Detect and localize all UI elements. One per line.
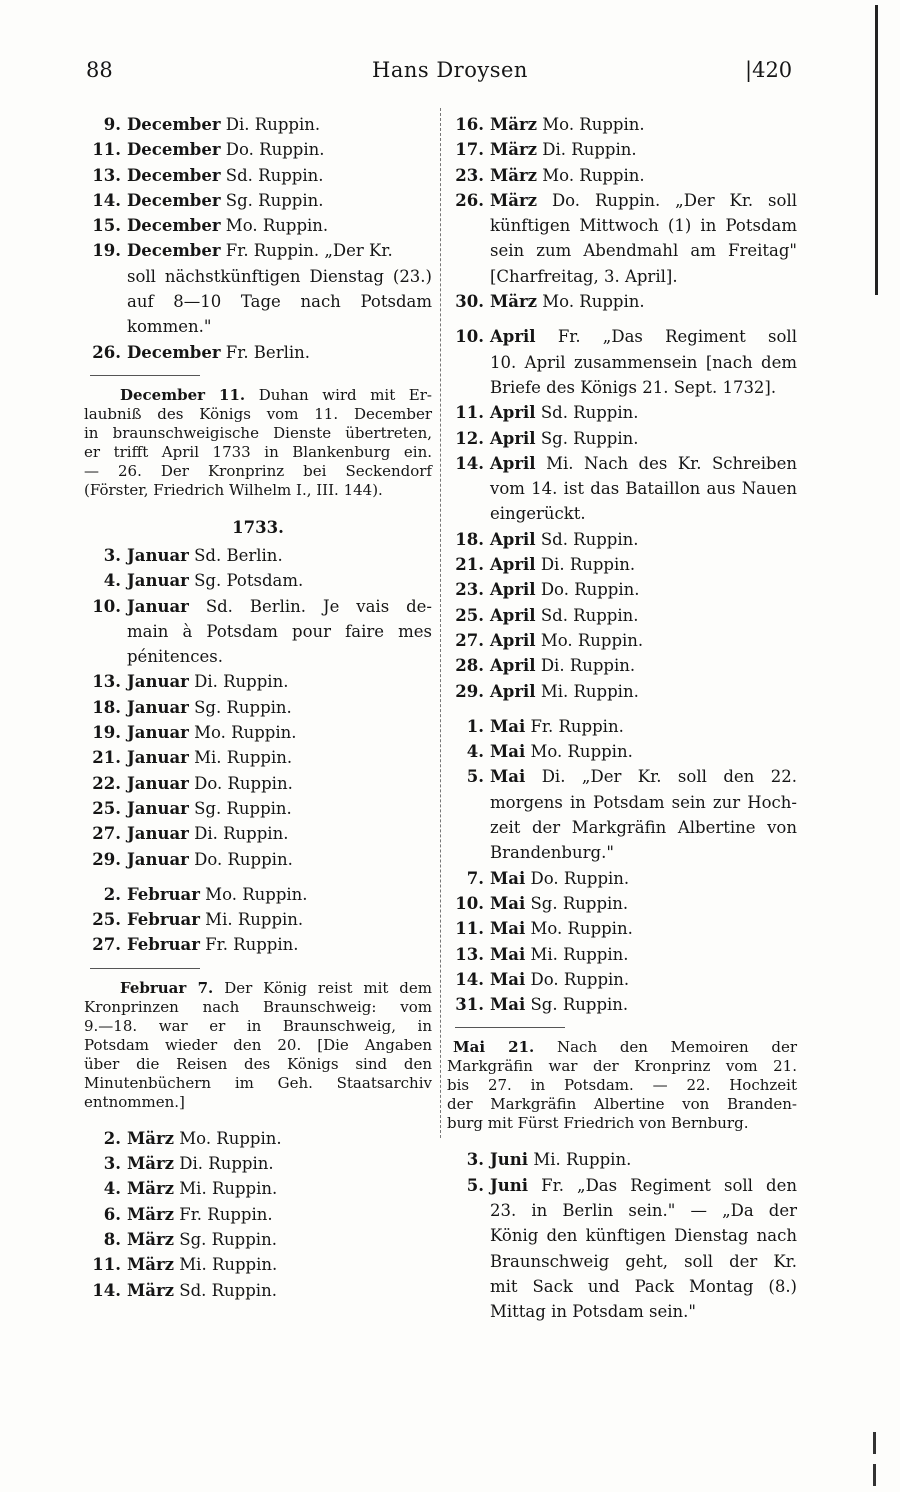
- list-item: [84, 821, 432, 846]
- list-item: [84, 188, 432, 213]
- entry-month: April: [490, 555, 536, 575]
- note-heading: December 11.: [120, 385, 246, 404]
- entry-day: 27.: [92, 824, 121, 844]
- list-item: [447, 739, 797, 764]
- entry-text: Mo. Ruppin.: [205, 884, 308, 904]
- entry-day: 29.: [455, 681, 484, 701]
- entry-day: 3.: [103, 1154, 121, 1174]
- note-heading: Mai 21.: [453, 1038, 535, 1057]
- note-line: der Markgräfin Albertine von Branden-: [447, 1095, 797, 1114]
- entry-month: April: [490, 428, 536, 448]
- entry-month: April: [490, 453, 536, 473]
- entry-text: Mi. Ruppin.: [179, 1179, 278, 1199]
- footnote: [84, 979, 432, 1112]
- entry-text: Mo. Ruppin.: [542, 115, 645, 134]
- list-item: [447, 188, 797, 213]
- entry-month: December: [127, 165, 221, 185]
- entry-day: 21.: [455, 555, 484, 575]
- entry-text: Sd. Berlin. Je vais de-: [205, 596, 433, 616]
- entry-text: Sg. Ruppin.: [194, 697, 292, 717]
- entry-month: Mai: [490, 767, 526, 787]
- year-heading: 1733.: [232, 517, 284, 537]
- list-item: [84, 1126, 432, 1151]
- entry-text: Mi. Ruppin.: [205, 910, 304, 930]
- list-item: [447, 653, 797, 678]
- entry-month: Januar: [127, 798, 189, 818]
- entry-text: Di. Ruppin.: [225, 115, 321, 134]
- entry-month: März: [490, 115, 538, 134]
- list-item: [447, 552, 797, 577]
- list-item: [447, 527, 797, 552]
- entry-day: 4.: [466, 742, 484, 762]
- entry-month: December: [127, 241, 221, 261]
- entry-text: Sg. Ruppin.: [194, 798, 292, 818]
- entry-month: Januar: [127, 545, 189, 565]
- entry-continuation: mit Sack und Pack Montag (8.): [490, 1276, 797, 1296]
- entry-month: Januar: [127, 596, 189, 616]
- note-line: entnommen.]: [84, 1092, 185, 1111]
- note-line: Potsdam wieder den 20. [Die Angaben: [84, 1035, 432, 1054]
- entry-month: Mai: [490, 716, 526, 736]
- entry-month: März: [490, 292, 538, 312]
- entry-day: 1.: [466, 716, 484, 736]
- entry-day: 16.: [455, 115, 484, 134]
- entry-text: Sg. Ruppin.: [225, 190, 324, 210]
- entry-text: Mo. Ruppin.: [530, 919, 633, 939]
- entry-day: 14.: [455, 453, 484, 473]
- entry-day: 25.: [455, 605, 484, 625]
- entry-continuation: Brandenburg.": [490, 843, 614, 863]
- edge-tick: [873, 1432, 876, 1454]
- entry-month: März: [127, 1179, 175, 1199]
- entry-text: Do. Ruppin. „Der Kr. soll: [551, 190, 798, 210]
- list-item: [84, 1227, 432, 1252]
- note-line: er trifft April 1733 in Blankenburg ein.: [84, 442, 432, 461]
- list-item: [84, 695, 432, 720]
- entry-continuation: pénitences.: [127, 647, 223, 667]
- entry-day: 27.: [455, 630, 484, 650]
- list-item: [447, 426, 797, 451]
- entry-text: Fr. Ruppin. „Der Kr.: [225, 241, 393, 261]
- entry-text: Fr. Ruppin.: [179, 1204, 273, 1224]
- entry-month: Mai: [490, 919, 526, 939]
- list-item: [84, 907, 432, 932]
- entry-month: Februar: [127, 935, 200, 955]
- entry-text: Do. Ruppin.: [225, 140, 325, 160]
- entry-month: December: [127, 190, 221, 210]
- note-line: 9.—18. war er in Braunschweig, in: [84, 1016, 432, 1035]
- entry-text: Sd. Ruppin.: [225, 165, 324, 185]
- entry-text: Mo. Ruppin.: [542, 165, 645, 185]
- list-item: [84, 340, 432, 365]
- entry-day: 30.: [455, 292, 484, 312]
- entry-text: Mi. Ruppin.: [540, 681, 639, 701]
- entry-text: Di. Ruppin.: [179, 1154, 274, 1174]
- list-item: [84, 745, 432, 770]
- entry-continuation: soll nächstkünftigen Dienstag (23.): [127, 266, 432, 286]
- entry-day: 15.: [92, 216, 121, 236]
- entry-day: 6.: [103, 1204, 121, 1224]
- entry-text: Mo. Ruppin.: [194, 723, 297, 743]
- entry-day: 5.: [466, 1175, 484, 1195]
- list-item: [447, 451, 797, 476]
- entry-day: 19.: [92, 723, 121, 743]
- entry-text: Sg. Ruppin.: [530, 995, 629, 1015]
- entry-text: Fr. „Das Regiment soll: [557, 327, 797, 347]
- note-line: burg mit Fürst Friedrich von Bernburg.: [447, 1114, 749, 1133]
- entry-text: Do. Ruppin.: [530, 868, 630, 888]
- list-item: [447, 603, 797, 628]
- list-item: [84, 137, 432, 162]
- entry-text: Sg. Potsdam.: [194, 571, 304, 591]
- entry-continuation: auf 8—10 Tage nach Potsdam: [127, 292, 432, 312]
- entry-day: 3.: [466, 1150, 484, 1170]
- list-item: [447, 967, 797, 992]
- entry-day: 5.: [466, 767, 484, 787]
- entry-day: 23.: [455, 165, 484, 185]
- entry-text: Mi. Nach des Kr. Schreiben: [546, 453, 797, 473]
- entry-month: Mai: [490, 868, 526, 888]
- entry-month: Januar: [127, 773, 189, 793]
- entry-month: April: [490, 630, 536, 650]
- entry-day: 18.: [455, 529, 484, 549]
- running-title: Hans Droysen: [372, 58, 528, 82]
- list-item: [84, 238, 432, 263]
- entry-day: 11.: [455, 403, 484, 423]
- entry-month: März: [127, 1154, 175, 1174]
- section-rule: [455, 1027, 565, 1028]
- list-item: [447, 400, 797, 425]
- entry-text: Mi. Ruppin.: [533, 1150, 632, 1170]
- entry-day: 11.: [455, 919, 484, 939]
- entry-text: Di. „Der Kr. soll den 22.: [541, 767, 797, 787]
- entry-day: 7.: [466, 868, 484, 888]
- entry-continuation: Briefe des Königs 21. Sept. 1732].: [490, 377, 777, 397]
- note-line: Kronprinzen nach Braunschweig: vom: [84, 997, 432, 1016]
- entry-continuation: [Charfreitag, 3. April].: [490, 266, 678, 286]
- original-page-number-value: 420: [752, 58, 793, 82]
- list-item: [447, 916, 797, 941]
- entry-month: Januar: [127, 723, 189, 743]
- entry-month: Januar: [127, 849, 189, 869]
- entry-continuation: 10. April zusammensein [nach dem: [490, 352, 797, 372]
- list-item: [84, 112, 432, 137]
- list-item: [447, 992, 797, 1017]
- note-line: in braunschweigische Dienste übertreten,: [84, 423, 432, 442]
- entry-month: Januar: [127, 697, 189, 717]
- entry-day: 25.: [92, 798, 121, 818]
- entry-day: 2.: [103, 884, 121, 904]
- list-item: [447, 112, 797, 137]
- left-column: [84, 112, 432, 1303]
- list-item: [447, 679, 797, 704]
- list-item: [84, 847, 432, 872]
- entry-text: Mo. Ruppin.: [542, 292, 645, 312]
- column-divider: [440, 108, 442, 1138]
- entry-text: Mi. Ruppin.: [194, 748, 293, 768]
- entry-text: Mo. Ruppin.: [540, 630, 644, 650]
- entry-month: Juni: [490, 1175, 529, 1195]
- entry-text: Sd. Ruppin.: [540, 529, 639, 549]
- list-item: [84, 163, 432, 188]
- entry-month: März: [127, 1204, 175, 1224]
- entry-day: 10.: [92, 596, 121, 616]
- entry-day: 13.: [92, 165, 121, 185]
- entry-day: 14.: [92, 1280, 121, 1300]
- entry-text: Sd. Berlin.: [194, 545, 283, 565]
- entry-day: 4.: [103, 1179, 121, 1199]
- entry-continuation: kommen.": [127, 317, 212, 337]
- entry-day: 11.: [92, 140, 121, 160]
- entry-continuation: Mittag in Potsdam sein.": [490, 1302, 696, 1322]
- entry-text: Sd. Ruppin.: [540, 605, 639, 625]
- entry-continuation: 23. in Berlin sein." — „Da der: [490, 1200, 797, 1220]
- list-item: [447, 1173, 797, 1198]
- section-rule: [90, 968, 200, 969]
- entry-day: 11.: [92, 1255, 121, 1275]
- entry-month: Januar: [127, 672, 189, 692]
- entry-month: März: [127, 1255, 175, 1275]
- entry-day: 23.: [455, 580, 484, 600]
- list-item: [84, 1252, 432, 1277]
- list-item: [447, 1147, 797, 1172]
- entry-month: März: [490, 165, 538, 185]
- entry-month: März: [490, 140, 538, 160]
- entry-text: Fr. Ruppin.: [530, 716, 624, 736]
- entry-text: Do. Ruppin.: [530, 969, 630, 989]
- entry-month: Mai: [490, 995, 526, 1015]
- note-line: laubniß des Königs vom 11. December: [84, 404, 432, 423]
- entry-text: Do. Ruppin.: [194, 849, 293, 869]
- entry-text: Sg. Ruppin.: [530, 893, 629, 913]
- entry-month: Mai: [490, 893, 526, 913]
- entry-month: Januar: [127, 824, 189, 844]
- entry-day: 14.: [455, 969, 484, 989]
- entry-day: 8.: [103, 1229, 121, 1249]
- list-item: [84, 213, 432, 238]
- entry-text: Mi. Ruppin.: [530, 944, 629, 964]
- list-item: [84, 720, 432, 745]
- entry-continuation: zeit der Markgräfin Albertine von: [490, 818, 797, 838]
- right-column: [447, 112, 797, 1324]
- entry-month: December: [127, 216, 221, 236]
- entry-day: 12.: [455, 428, 484, 448]
- list-item: [84, 594, 432, 619]
- entry-text: Sd. Ruppin.: [179, 1280, 277, 1300]
- entry-continuation: morgens in Potsdam sein zur Hoch-: [490, 792, 797, 812]
- note-line: Nach den Memoiren der: [556, 1038, 797, 1057]
- entry-month: April: [490, 580, 536, 600]
- note-line: (Förster, Friedrich Wilhelm I., III. 144).: [84, 480, 383, 499]
- entry-month: April: [490, 605, 536, 625]
- entry-month: Mai: [490, 969, 526, 989]
- list-item: [447, 324, 797, 349]
- entry-month: April: [490, 656, 536, 676]
- list-item: [84, 1202, 432, 1227]
- entry-text: Di. Ruppin.: [194, 672, 289, 692]
- entry-day: 26.: [92, 342, 121, 362]
- list-item: [447, 764, 797, 789]
- entry-day: 19.: [92, 241, 121, 261]
- entry-text: Di. Ruppin.: [542, 140, 637, 160]
- entry-month: März: [127, 1229, 175, 1249]
- entry-month: April: [490, 327, 536, 347]
- entry-day: 13.: [92, 672, 121, 692]
- entry-month: Januar: [127, 571, 189, 591]
- note-line: — 26. Der Kronprinz bei Seckendorf: [84, 461, 432, 480]
- page-number: 88: [86, 58, 113, 82]
- entry-continuation: main à Potsdam pour faire mes: [127, 621, 432, 641]
- entry-day: 10.: [455, 327, 484, 347]
- entry-day: 4.: [103, 571, 121, 591]
- original-page-number: |420: [745, 58, 793, 82]
- entry-text: Mo. Ruppin.: [530, 742, 633, 762]
- list-item: [84, 1278, 432, 1303]
- section-rule: [90, 375, 200, 376]
- entry-text: Do. Ruppin.: [540, 580, 640, 600]
- entry-month: März: [490, 190, 538, 210]
- list-item: [447, 289, 797, 314]
- list-item: [447, 714, 797, 739]
- entry-day: 31.: [455, 995, 484, 1015]
- footnote: [84, 386, 432, 500]
- entry-day: 10.: [455, 893, 484, 913]
- entry-month: Mai: [490, 944, 526, 964]
- entry-text: Fr. Berlin.: [225, 342, 311, 362]
- note-heading: Februar 7.: [120, 978, 214, 997]
- list-item: [84, 568, 432, 593]
- list-item: [84, 1151, 432, 1176]
- entry-continuation: sein zum Abendmahl am Freitag": [490, 241, 797, 261]
- entry-month: Februar: [127, 910, 200, 930]
- entry-month: December: [127, 140, 221, 160]
- entry-day: 17.: [455, 140, 484, 160]
- entry-day: 3.: [103, 545, 121, 565]
- entry-text: Sg. Ruppin.: [540, 428, 639, 448]
- edge-tick: [873, 1464, 876, 1486]
- entry-month: April: [490, 529, 536, 549]
- entry-continuation: eingerückt.: [490, 504, 586, 524]
- list-item: [447, 866, 797, 891]
- entry-text: Mi. Ruppin.: [179, 1255, 278, 1275]
- list-item: [84, 932, 432, 957]
- entry-month: März: [127, 1280, 175, 1300]
- note-line: über die Reisen des Königs sind den: [84, 1054, 432, 1073]
- entry-day: 9.: [103, 115, 121, 134]
- entry-month: April: [490, 403, 536, 423]
- entry-continuation: König den künftigen Dienstag nach: [490, 1226, 797, 1246]
- note-line: Minutenbüchern im Geh. Staatsarchiv: [84, 1073, 432, 1092]
- entry-day: 27.: [92, 935, 121, 955]
- entry-day: 25.: [92, 910, 121, 930]
- entry-text: Mo. Ruppin.: [179, 1128, 282, 1148]
- entry-month: Juni: [490, 1150, 529, 1170]
- entry-day: 18.: [92, 697, 121, 717]
- entry-month: December: [127, 342, 221, 362]
- entry-day: 13.: [455, 944, 484, 964]
- entry-day: 21.: [92, 748, 121, 768]
- list-item: [84, 669, 432, 694]
- entry-month: April: [490, 681, 536, 701]
- entry-text: Sd. Ruppin.: [540, 403, 639, 423]
- list-item: [84, 1176, 432, 1201]
- entry-day: 28.: [455, 656, 484, 676]
- entry-day: 22.: [92, 773, 121, 793]
- entry-continuation: künftigen Mittwoch (1) in Potsdam: [490, 216, 797, 236]
- entry-text: Di. Ruppin.: [540, 555, 636, 575]
- entry-text: Fr. „Das Regiment soll den: [541, 1175, 797, 1195]
- list-item: [84, 796, 432, 821]
- entry-text: Di. Ruppin.: [194, 824, 289, 844]
- entry-text: Mo. Ruppin.: [225, 216, 329, 236]
- entry-month: März: [127, 1128, 175, 1148]
- list-item: [84, 882, 432, 907]
- list-item: [447, 163, 797, 188]
- entry-month: December: [127, 115, 221, 134]
- entry-text: Do. Ruppin.: [194, 773, 293, 793]
- entry-day: 14.: [92, 190, 121, 210]
- list-item: [447, 137, 797, 162]
- list-item: [84, 771, 432, 796]
- entry-month: Januar: [127, 748, 189, 768]
- note-line: bis 27. in Potsdam. — 22. Hochzeit: [447, 1076, 797, 1095]
- entry-month: Mai: [490, 742, 526, 762]
- entry-day: 26.: [455, 190, 484, 210]
- note-line: Markgräfin war der Kronprinz vom 21.: [447, 1057, 797, 1076]
- entry-day: 2.: [103, 1128, 121, 1148]
- entry-text: Di. Ruppin.: [540, 656, 636, 676]
- list-item: [447, 891, 797, 916]
- footnote: [447, 1038, 797, 1133]
- entry-continuation: Braunschweig geht, soll der Kr.: [490, 1251, 797, 1271]
- note-line: Der König reist mit dem: [224, 978, 432, 997]
- entry-day: 29.: [92, 849, 121, 869]
- entry-text: Sg. Ruppin.: [179, 1229, 277, 1249]
- entry-continuation: vom 14. ist das Bataillon aus Nauen: [490, 479, 797, 499]
- entry-month: Februar: [127, 884, 200, 904]
- entry-text: Fr. Ruppin.: [205, 935, 299, 955]
- list-item: [84, 543, 432, 568]
- note-line: Duhan wird mit Er-: [258, 385, 432, 404]
- page-edge-line: [875, 5, 878, 295]
- list-item: [447, 942, 797, 967]
- list-item: [447, 628, 797, 653]
- list-item: [447, 577, 797, 602]
